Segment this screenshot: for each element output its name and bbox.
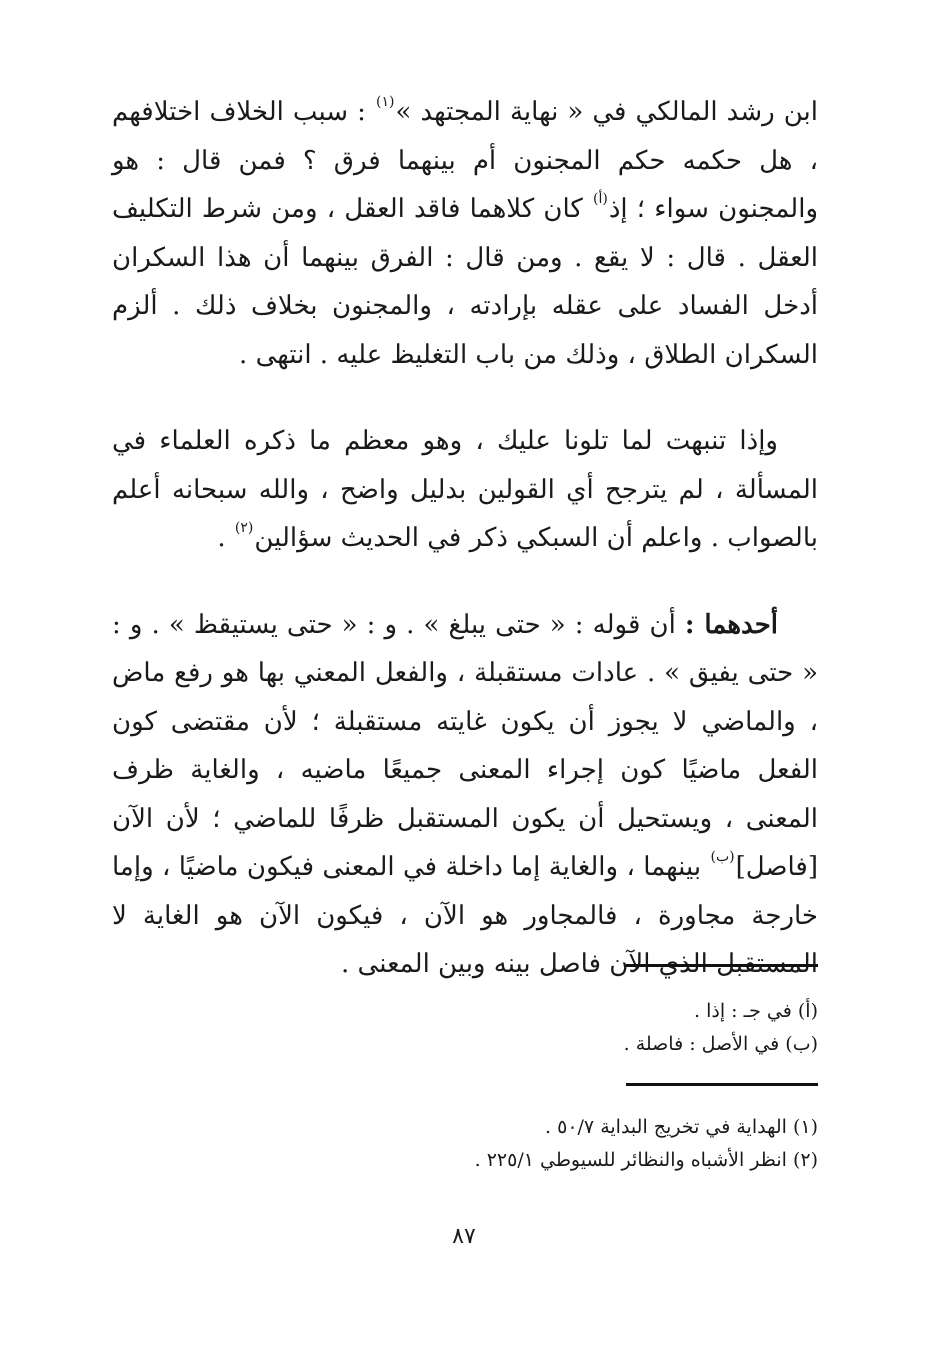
source-note: (١) الهداية في تخريج البداية ٥٠/٧ . — [545, 1116, 818, 1138]
footnote-marker-2: (٢) — [234, 520, 254, 536]
paragraph-2-text-b: . — [217, 523, 234, 553]
paragraph-1 — [112, 88, 818, 379]
paragraph-1-text-a: ابن رشد المالكي في « نهاية المجتهد » — [395, 97, 819, 127]
paragraph-3-text-b: بينهما ، والغاية إما داخلة في المعنى فيكون ماضيًا ، وإما خارجة مجاورة ، فالمجاور هو الآن ، فيكون الآن هو الغاية لا المستقبل الذي الآن فاصل بينه وبين المعنى . — [112, 852, 818, 979]
footnote-marker-1: (١) — [376, 94, 395, 110]
variant-notes — [112, 995, 818, 1061]
variant-marker-alef: (أ) — [592, 191, 608, 207]
page-number: ٨٧ — [452, 1224, 476, 1249]
paragraph-3-lead: أحدهما : — [684, 609, 778, 640]
source-note: (٢) انظر الأشباه والنظائر للسيوطي ٢٢٥/١ . — [474, 1149, 818, 1171]
paragraph-3 — [112, 601, 818, 989]
paragraph-1-text-c: كان كلاهما فاقد العقل ، ومن شرط التكليف العقل . قال : لا يقع . ومن قال : الفرق بينهما أن هذا السكران أدخل الفساد على عقله بإرادته ، والمجنون بخلاف ذلك . ألزم السكران الطلاق ، وذلك من باب التغليظ عليه . انتهى . — [112, 194, 818, 370]
page-body — [112, 88, 819, 1171]
source-notes-divider — [626, 1083, 818, 1086]
paragraph-1-text-b: : سبب الخلاف اختلافهم ، هل حكمه حكم المجنون أم بينهما فرق ؟ فمن قال : هو والمجنون سواء ؛ إذ — [112, 97, 818, 224]
variant-marker-ba: (ب) — [710, 849, 735, 865]
variant-note: (ب) في الأصل : فاصلة . — [623, 1033, 818, 1055]
paragraph-2 — [112, 417, 818, 563]
source-notes — [112, 1111, 818, 1177]
variant-notes-divider — [626, 964, 818, 967]
paragraph-2-text-a: وإذا تنبهت لما تلونا عليك ، وهو معظم ما ذكره العلماء في المسألة ، لم يترجح أي القولين بدليل واضح ، والله سبحانه أعلم بالصواب . واعلم أن السبكي ذكر في الحديث سؤالين — [112, 426, 818, 553]
variant-note: (أ) في جـ : إذا . — [694, 1000, 818, 1022]
paragraph-3-text-a: أن قوله : « حتى يبلغ » . و : « حتى يستيقظ » . و : « حتى يفيق » . عادات مستقبلة ، والفعل المعني بها هو رفع ماض ، والماضي لا يجوز أن يكون غايته مستقبلة ؛ لأن مقتضى كون الفعل ماضيًا كون إجراء المعنى جميعًا ماضيه ، والغاية ظرف المعنى ، ويستحيل أن يكون المستقبل ظرفًا للماضي ؛ لأن الآن [فاصل] — [112, 609, 818, 882]
